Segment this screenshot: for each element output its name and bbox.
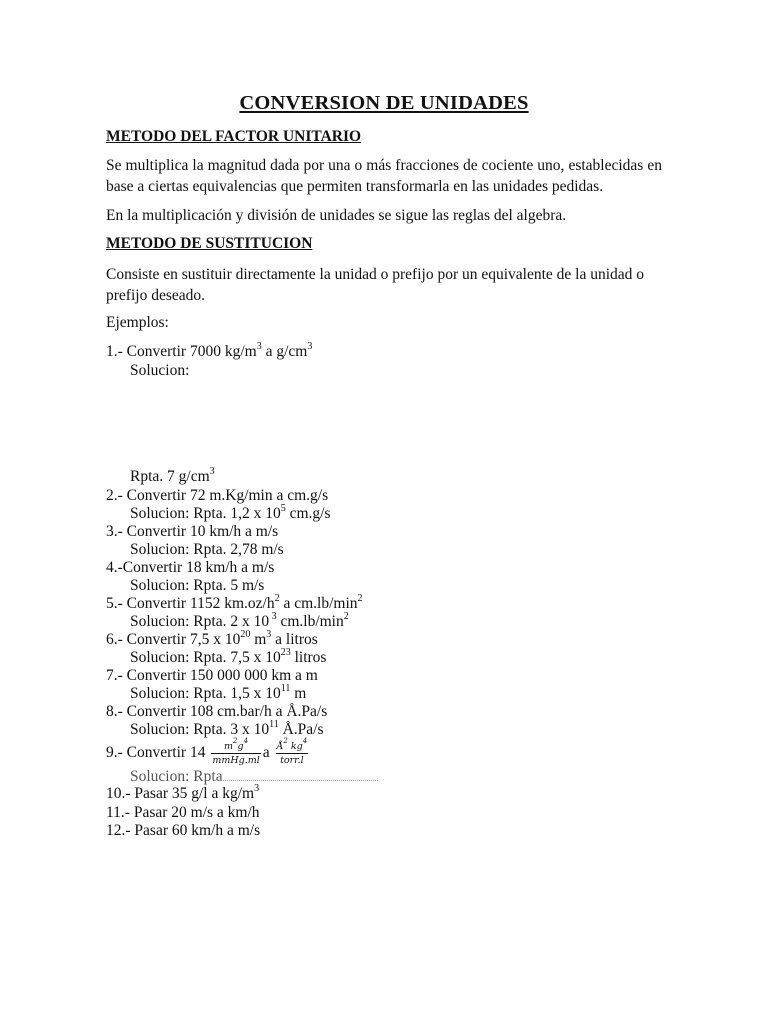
example-6-question: 6.- Convertir 7,5 x $10^{20}$ $m^3$ a litros bbox=[106, 628, 318, 648]
example-6-solution: Solucion: Rpta. 7,5 x $10^{23}$ litros bbox=[130, 646, 327, 666]
example-4-question: 4.-Convertir 18 km/h a m/s bbox=[106, 559, 275, 576]
example-10-question: 10.- Pasar 35 g/l a $kg/m^3$ bbox=[106, 782, 260, 802]
examples-label: Ejemplos: bbox=[106, 314, 169, 331]
example-4-solution: Solucion: Rpta. 5 m/s bbox=[130, 577, 265, 594]
example-8-solution: Solucion: Rpta. 3 x $10^{11}$ Å.Pa/s bbox=[130, 718, 324, 738]
paragraph-algebra-rules: En la multiplicación y división de unidades se sigue las reglas del algebra. bbox=[106, 207, 567, 224]
example-1-question: 1.- Convertir 7000 $kg/m^3$ a $g/cm^3$ bbox=[106, 340, 313, 360]
example-3-question: 3.- Convertir 10 km/h a m/s bbox=[106, 523, 279, 540]
section-heading-factor-unitario: METODO DEL FACTOR UNITARIO bbox=[106, 128, 362, 145]
example-7-solution: Solucion: Rpta. 1,5 x $10^{11}$ m bbox=[130, 682, 307, 702]
example-5-question: 5.- Convertir 1152 $km.oz/h^2$ a $cm.lb/\min^2$ bbox=[106, 592, 363, 612]
page-title: CONVERSION DE UNIDADES bbox=[239, 92, 529, 114]
example-5-solution: Solucion: Rpta. 2 x 10 $^3$ $cm.lb/\min^2$ bbox=[130, 610, 349, 630]
fraction-source-units: $\frac{m^2g^4}{\text{mmHg.ml}}$ bbox=[212, 736, 260, 766]
paragraph-factor-unitario: Se multiplica la magnitud dada por una o más fracciones de cociente uno, establecidas en base a ciertas equivalencias que permiten transformarla en las unidades pedidas. bbox=[106, 157, 662, 195]
example-9-solution: Solucion: Rpta bbox=[130, 768, 223, 785]
example-8-question: 8.- Convertir 108 cm.bar/h a Å.Pa/s bbox=[106, 703, 328, 720]
example-3-solution: Solucion: Rpta. 2,78 m/s bbox=[130, 541, 284, 558]
fraction-target-units: $\frac{Å^2 kg^4}{\text{torr.l}}$ bbox=[276, 736, 308, 766]
section-heading-sustitucion: METODO DE SUSTITUCION bbox=[106, 235, 313, 252]
example-2-question: 2.- Convertir 72 m.Kg/min a cm.g/s bbox=[106, 487, 329, 504]
example-9-question: 9.- Convertir 14 $\frac{m^2g^4}{\text{mmHg.ml}}$ a $\frac{Å^2 kg^4}{\text{torr.l}}$ bbox=[106, 736, 308, 766]
answer-dotted-line bbox=[214, 780, 378, 781]
paragraph-sustitucion: Consiste en sustituir directamente la unidad o prefijo por un equivalente de la unidad o prefijo deseado. bbox=[106, 266, 645, 304]
example-2-solution: Solucion: Rpta. 1,2 x $10^5$ cm.g/s bbox=[130, 502, 331, 522]
example-1-answer: Rpta. 7 $g/cm^3$ bbox=[130, 465, 215, 485]
example-11-question: 11.- Pasar 20 m/s a km/h bbox=[106, 804, 260, 821]
example-7-question: 7.- Convertir 150 000 000 km a m bbox=[106, 667, 318, 684]
example-12-question: 12.- Pasar 60 km/h a m/s bbox=[106, 822, 261, 839]
example-1-solution-label: Solucion: bbox=[130, 362, 190, 379]
